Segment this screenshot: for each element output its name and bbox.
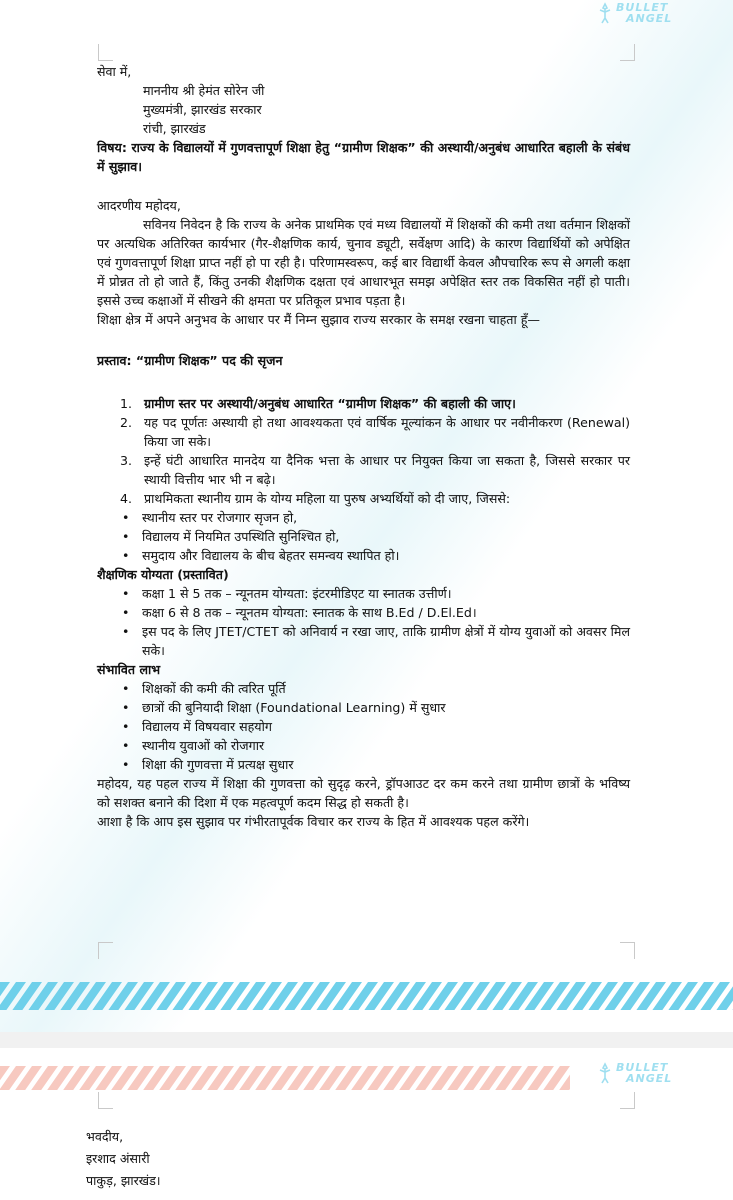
paragraph-intro: सविनय निवेदन है कि राज्य के अनेक प्राथमिक एवं मध्य विद्यालयों में शिक्षकों की कमी तथा वर्तमान शिक्षकों पर अत्यधिक अतिरिक्त कार्यभार (गैर-शैक्षणिक कार्य, चुनाव ड्यूटी, सर्वेक्षण आदि) के कारण विद्यार्थियों को अपेक्षित एवं गुणवत्तापूर्ण शिक्षा प्राप्त नहीं हो पा रही है। परिणामस्वरूप, कई बार विद्यार्थी केवल औपचारिक रूप से अगली कक्षा में प्रोन्नत तो हो जाते हैं, किंतु उनकी शैक्षणिक दक्षता एवं आधारभूत समझ अपेक्षित स्तर तक विकसित नहीं हो पाती। इससे उच्च कक्षाओं में सीखने की क्षमता पर प्रतिकूल प्रभाव पड़ता है।: [97, 217, 630, 308]
recipient-line: रांची, झारखंड: [143, 121, 206, 136]
qualification-list: [97, 584, 630, 660]
item-text: ग्रामीण स्तर पर अस्थायी/अनुबंध आधारित “ग्रामीण शिक्षक” की बहाली की जाए।: [144, 396, 516, 411]
angel-figure-icon: [596, 2, 614, 24]
closing: भवदीय,: [86, 1129, 124, 1144]
bullet-text: शिक्षकों की कमी की त्वरित पूर्ति: [142, 681, 286, 696]
bullet-text: विद्यालय में विषयवार सहयोग: [142, 719, 272, 734]
item-text: प्राथमिकता स्थानीय ग्राम के योग्य महिला या पुरुष अभ्यर्थियों को दी जाए, जिससे:: [144, 491, 511, 506]
salutation-to: सेवा में,: [97, 64, 132, 79]
list-item: [97, 489, 630, 508]
item-number: 4.: [120, 491, 133, 506]
list-item: • शिक्षकों की कमी की त्वरित पूर्ति: [97, 679, 630, 698]
list-item: • स्थानीय युवाओं को रोजगार: [97, 736, 630, 755]
letter-body: [97, 62, 630, 831]
list-item: • कक्षा 1 से 5 तक – न्यूनतम योग्यता: इंटरमीडिएट या स्नातक उत्तीर्ण।: [97, 584, 630, 603]
bullet-text: कक्षा 1 से 5 तक – न्यूनतम योग्यता: इंटरमीडिएट या स्नातक उत्तीर्ण।: [142, 586, 452, 601]
benefits-list: [97, 679, 630, 774]
bullet-text: इस पद के लिए JTET/CTET को अनिवार्य न रखा जाए, ताकि ग्रामीण क्षेत्रों में योग्य युवाओं को अवसर मिल सके।: [142, 624, 630, 658]
recipient-line: माननीय श्री हेमंत सोरेन जी: [143, 83, 265, 98]
bullet-text: समुदाय और विद्यालय के बीच बेहतर समन्वय स्थापित हो।: [142, 548, 400, 563]
bullet-angel-logo: [596, 2, 672, 24]
sender-name: इरशाद अंसारी: [86, 1151, 150, 1166]
sender-place: पाकुड़, झारखंड।: [86, 1173, 161, 1188]
list-item: [97, 394, 630, 413]
list-item: [97, 451, 630, 489]
list-item: [97, 413, 630, 451]
corner-mark-top-right: [620, 44, 635, 61]
list-item: • समुदाय और विद्यालय के बीच बेहतर समन्वय स्थापित हो।: [97, 546, 630, 565]
paragraph-conclusion: महोदय, यह पहल राज्य में शिक्षा की गुणवत्ता को सुदृढ़ करने, ड्रॉपआउट दर कम करने तथा ग्रामीण छात्रों के भविष्य को सशक्त बनाने की दिशा में एक महत्वपूर्ण कदम सिद्ध हो सकती है।: [97, 776, 630, 810]
logo-line-1: BULLET: [616, 1061, 669, 1074]
corner-mark-bottom-left: [98, 942, 113, 959]
bullet-text: कक्षा 6 से 8 तक – न्यूनतम योग्यता: स्नातक के साथ B.Ed / D.El.Ed।: [142, 605, 477, 620]
logo-line-2: ANGEL: [626, 1072, 673, 1085]
bullet-text: शिक्षा की गुणवत्ता में प्रत्यक्ष सुधार: [142, 757, 294, 772]
recipient-line: मुख्यमंत्री, झारखंड सरकार: [143, 102, 262, 117]
angel-figure-icon: [596, 1062, 614, 1084]
corner-mark-top-right: [620, 1092, 635, 1109]
decorative-stripe-blue: [0, 982, 733, 1010]
benefits-heading: संभावित लाभ: [97, 662, 161, 677]
item-number: 2.: [120, 415, 133, 430]
logo-line-1: BULLET: [616, 1, 669, 14]
item-number: 1.: [120, 396, 133, 411]
list-item: • विद्यालय में विषयवार सहयोग: [97, 717, 630, 736]
list-item: • छात्रों की बुनियादी शिक्षा (Foundational Learning) में सुधार: [97, 698, 630, 717]
proposal-list: [97, 394, 630, 508]
corner-mark-top-left: [98, 1092, 113, 1109]
subject-line: विषय: राज्य के विद्यालयों में गुणवत्तापूर्ण शिक्षा हेतु “ग्रामीण शिक्षक” की अस्थायी/अनुबंध आधारित बहाली के संबंध में सुझाव।: [97, 140, 630, 174]
list-item: • इस पद के लिए JTET/CTET को अनिवार्य न रखा जाए, ताकि ग्रामीण क्षेत्रों में योग्य युवाओं को अवसर मिल सके।: [122, 624, 630, 658]
list-item: • शिक्षा की गुणवत्ता में प्रत्यक्ष सुधार: [97, 755, 630, 774]
bullet-text: विद्यालय में नियमित उपस्थिति सुनिश्चित हो,: [142, 529, 340, 544]
logo-line-2: ANGEL: [626, 12, 673, 25]
proposal-heading: प्रस्ताव: “ग्रामीण शिक्षक” पद की सृजन: [97, 353, 283, 368]
greeting: आदरणीय महोदय,: [97, 198, 181, 213]
bullet-text: स्थानीय युवाओं को रोजगार: [142, 738, 265, 753]
item-text: इन्हें घंटी आधारित मानदेय या दैनिक भत्ता के आधार पर नियुक्त किया जा सकता है, जिससे सरकार पर स्थायी वित्तीय भार भी न बढ़े।: [144, 453, 630, 487]
item-text: यह पद पूर्णतः अस्थायी हो तथा आवश्यकता एवं वार्षिक मूल्यांकन के आधार पर नवीनीकरण (Renewal) किया जा सके।: [144, 415, 630, 449]
paragraph-suggestion: शिक्षा क्षेत्र में अपने अनुभव के आधार पर मैं निम्न सुझाव राज्य सरकार के समक्ष रखना चाहता हूँ—: [97, 312, 541, 327]
list-item: • विद्यालय में नियमित उपस्थिति सुनिश्चित हो,: [97, 527, 630, 546]
proposal-bullet-list: [97, 508, 630, 565]
bullet-text: छात्रों की बुनियादी शिक्षा (Foundational Learning) में सुधार: [142, 700, 446, 715]
corner-mark-top-left: [98, 44, 113, 61]
page-separator: [0, 1032, 733, 1048]
list-item: • कक्षा 6 से 8 तक – न्यूनतम योग्यता: स्नातक के साथ B.Ed / D.El.Ed।: [97, 603, 630, 622]
list-item: • स्थानीय स्तर पर रोजगार सृजन हो,: [97, 508, 630, 527]
letter-page-2: [0, 1048, 733, 1200]
signature-block: [86, 1126, 619, 1192]
paragraph-hope: आशा है कि आप इस सुझाव पर गंभीरतापूर्वक विचार कर राज्य के हित में आवश्यक पहल करेंगे।: [97, 814, 530, 829]
item-number: 3.: [120, 453, 133, 468]
bullet-angel-logo: [596, 1062, 672, 1084]
bullet-text: स्थानीय स्तर पर रोजगार सृजन हो,: [142, 510, 298, 525]
corner-mark-bottom-right: [620, 942, 635, 959]
decorative-stripe-pink: [0, 1066, 570, 1090]
qualification-heading: शैक्षणिक योग्यता (प्रस्तावित): [97, 567, 229, 582]
